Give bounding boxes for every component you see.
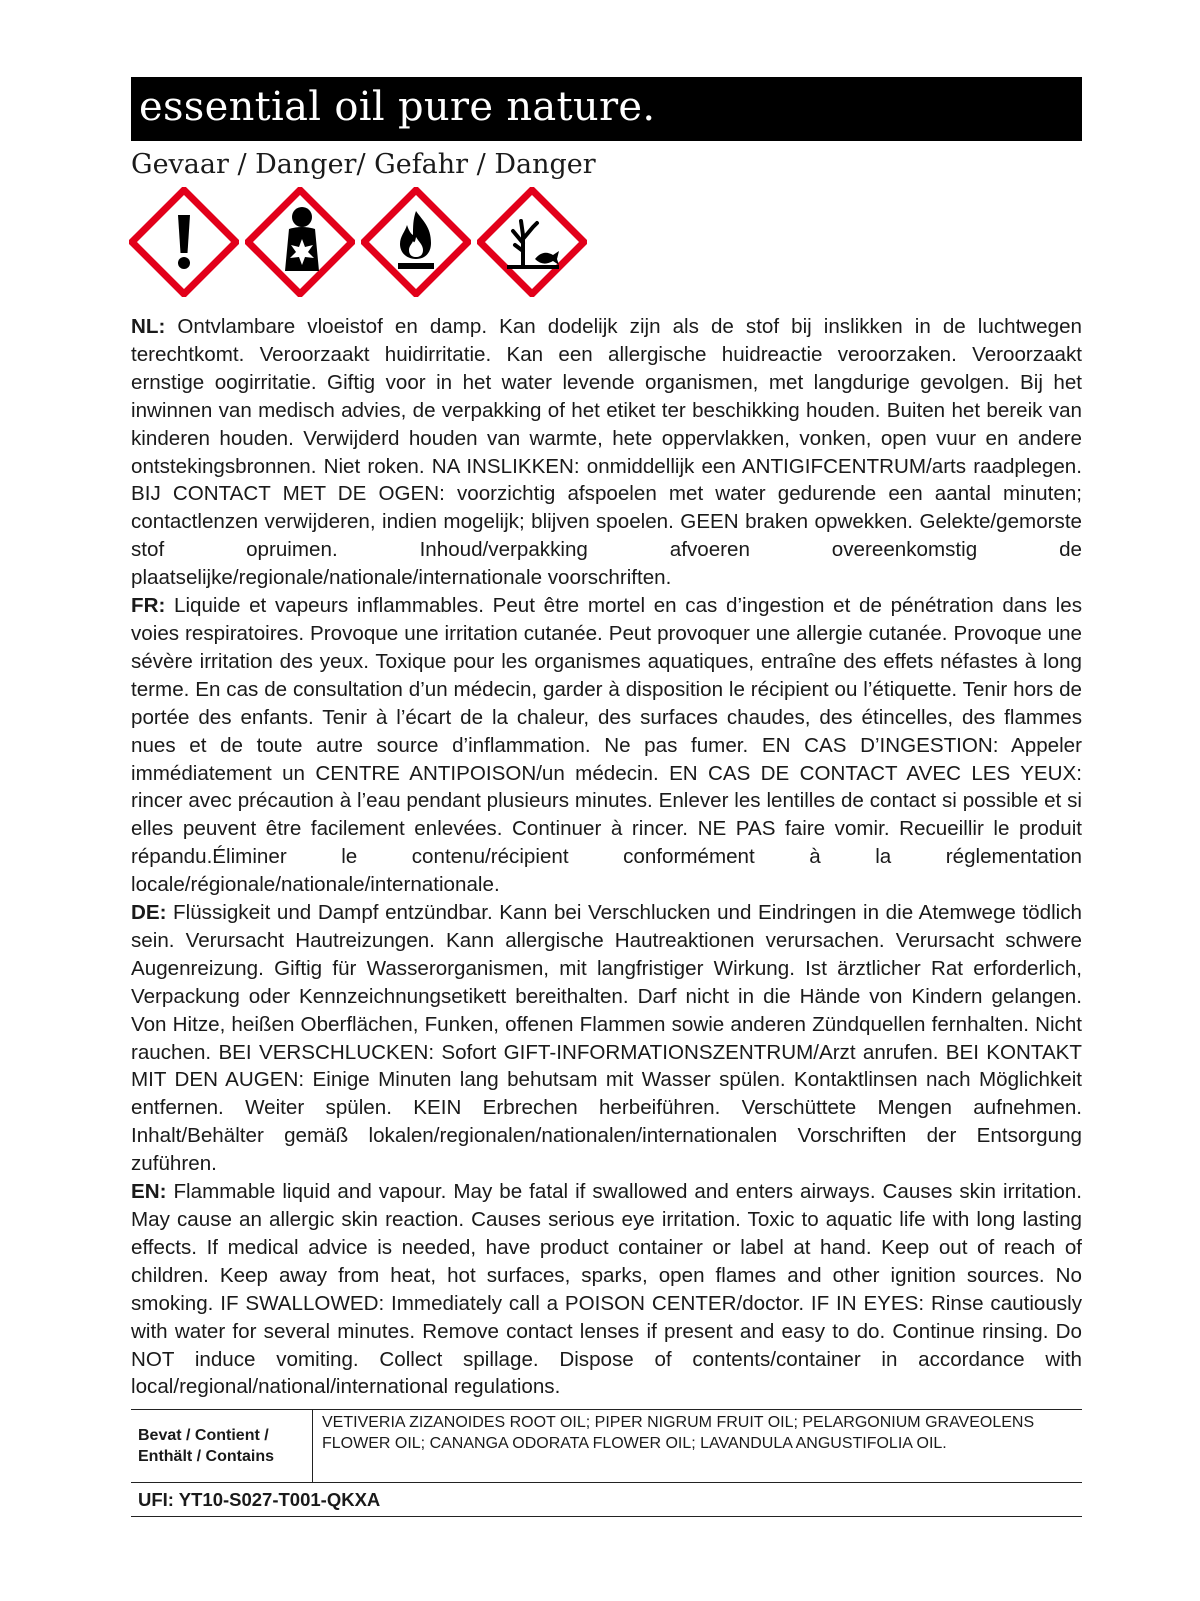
composition-table xyxy=(131,1409,1082,1483)
composition-label-line1: Bevat / Contient / xyxy=(138,1427,269,1445)
signal-word: Gevaar / Danger/ Gefahr / Danger xyxy=(131,149,596,180)
lang-label-de: DE: xyxy=(131,901,167,925)
composition-label-line2: Enthält / Contains xyxy=(138,1448,274,1466)
page-title: essential oil pure nature. xyxy=(139,84,656,130)
hazard-text-nl: Ontvlambare vloeistof en damp. Kan dodelijk zijn als de stof bij inslikken in de luchtwegen terechtkomt. Veroorzaakt huidirritatie. Kan een allergische huidreactie veroorzaken. Veroorzaakt ernstige oogirritatie. Giftig voor in het water levende organismen, met langdurige gevolgen. Bij het inwinnen van medisch advies, de verpakking of het etiket ter beschikking houden. Buiten het bereik van kinderen houden. Verwijderd houden van warmte, hete oppervlakken, vonken, open vuur en andere ontstekingsbronnen. Niet roken. NA INSLIKKEN: onmiddellijk een ANTIGIFCENTRUM/arts raadplegen. BIJ CONTACT MET DE OGEN: voorzichtig afspoelen met water gedurende een aantal minuten; contactlenzen verwijderen, indien mogelijk; blijven spoelen. GEEN braken opwekken. Gelekte/gemorste stof opruimen. Inhoud/verpakking afvoeren overeenkomstig de plaatselijke/regionale/nationale/internationale voorschriften. xyxy=(131,315,1082,590)
flame-icon xyxy=(361,187,471,297)
composition-label xyxy=(131,1410,313,1482)
hazard-en xyxy=(131,1178,1082,1401)
label-page xyxy=(131,77,1082,1517)
ghs-pictograms xyxy=(129,187,1082,307)
hazard-text-fr: Liquide et vapeurs inflammables. Peut être mortel en cas d’ingestion et de pénétration dans les voies respiratoires. Provoque une irritation cutanée. Peut provoquer une allergie cutanée. Provoque une sévère irritation des yeux. Toxique pour les organismes aquatiques, entraîne des effets néfastes à long terme. En cas de consultation d’un médecin, garder à disposition le récipient ou l’étiquette. Tenir hors de portée des enfants. Tenir à l’écart de la chaleur, des surfaces chaudes, des étincelles, des flammes nues et de toute autre source d’inflammation. Ne pas fumer. EN CAS D’INGESTION: Appeler immédiatement un CENTRE ANTIPOISON/un médecin. EN CAS DE CONTACT AVEC LES YEUX: rincer avec précaution à l’eau pendant plusieurs minutes. Enlever les lentilles de contact si possible et si elles peuvent être facilement enlevées. Continuer à rincer. NE PAS faire vomir. Recueillir le produit répandu.Éliminer le contenu/récipient conformément à la réglementation locale/régionale/nationale/internationale. xyxy=(131,594,1082,897)
hazard-de xyxy=(131,899,1082,1178)
hazard-fr xyxy=(131,592,1082,899)
lang-label-nl: NL: xyxy=(131,315,166,338)
lang-label-en: EN: xyxy=(131,1180,167,1204)
hazard-statements xyxy=(131,313,1082,1401)
composition-value: VETIVERIA ZIZANOIDES ROOT OIL; PIPER NIGRUM FRUIT OIL; PELARGONIUM GRAVEOLENS FLOWER OIL; CANANGA ODORATA FLOWER OIL; LAVANDULA ANGUSTIFOLIA OIL. xyxy=(322,1414,1035,1453)
lang-label-fr: FR: xyxy=(131,594,166,618)
ufi-code: UFI: YT10-S027-T001-QKXA xyxy=(131,1483,1082,1517)
exclamation-mark-icon xyxy=(129,187,239,297)
environment-icon xyxy=(477,187,587,297)
hazard-text-en: Flammable liquid and vapour. May be fatal if swallowed and enters airways. Causes skin irritation. May cause an allergic skin reaction. Causes serious eye irritation. Toxic to aquatic life with long lasting effects. If medical advice is needed, have product container or label at hand. Keep out of reach of children. Keep away from heat, hot surfaces, sparks, open flames and other ignition sources. No smoking. IF SWALLOWED: Immediately call a POISON CENTER/doctor. IF IN EYES: Rinse cautiously with water for several minutes. Remove contact lenses if present and easy to do. Continue rinsing. Do NOT induce vomiting. Collect spillage. Dispose of contents/container in accordance with local/regional/national/international regulations. xyxy=(131,1180,1082,1399)
hazard-nl xyxy=(131,313,1082,592)
health-hazard-icon xyxy=(245,187,355,297)
title-bar xyxy=(131,77,1082,141)
hazard-text-de: Flüssigkeit und Dampf entzündbar. Kann bei Verschlucken und Eindringen in die Atemwege tödlich sein. Verursacht Hautreizungen. Kann allergische Hautreaktionen verursachen. Verursacht schwere Augenreizung. Giftig für Wasserorganismen, mit langfristiger Wirkung. Ist ärztlicher Rat erforderlich, Verpackung oder Kennzeichnungsetikett bereithalten. Darf nicht in die Hände von Kindern gelangen. Von Hitze, heißen Oberflächen, Funken, offenen Flammen sowie anderen Zündquellen fernhalten. Nicht rauchen. BEI VERSCHLUCKEN: Sofort GIFT-INFORMATIONSZENTRUM/Arzt anrufen. BEI KONTAKT MIT DEN AUGEN: Einige Minuten lang behutsam mit Wasser spülen. Kontaktlinsen nach Möglichkeit entfernen. Weiter spülen. KEIN Erbrechen herbeiführen. Verschüttete Mengen aufnehmen. Inhalt/Behälter gemäß lokalen/regionalen/nationalen/internationalen Vorschriften der Entsorgung zuführen. xyxy=(131,901,1082,1176)
